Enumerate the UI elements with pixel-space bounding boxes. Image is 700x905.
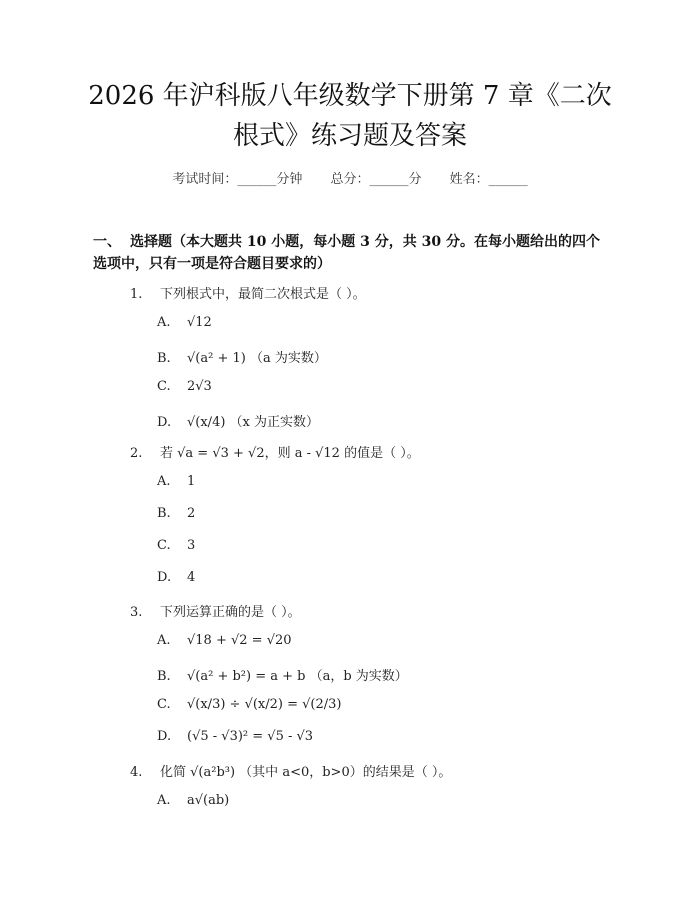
student-name-label: 姓名： <box>449 172 489 187</box>
question-2-option-a <box>157 474 195 489</box>
option-letter: A. <box>157 633 171 648</box>
option-letter: C. <box>157 379 171 394</box>
title-line-1: 2026 年沪科版八年级数学下册第 7 章《二次 <box>88 81 612 111</box>
question-3-option-a <box>157 633 292 648</box>
option-text: a√(ab) <box>187 793 230 808</box>
option-letter: C. <box>157 538 171 553</box>
option-letter: A. <box>157 793 171 808</box>
title-line-2: 根式》练习题及答案 <box>232 121 467 151</box>
option-text: √(x/3) ÷ √(x/2) = √(2/3) <box>187 697 342 712</box>
option-text: 3 <box>187 538 196 553</box>
option-text: 1 <box>187 474 196 489</box>
exam-time-blank: ______分钟 <box>237 172 303 187</box>
question-4 <box>130 761 451 780</box>
option-text: √18 + √2 = √20 <box>187 633 292 648</box>
question-1-option-a <box>157 315 212 330</box>
option-text: 4 <box>187 570 196 585</box>
total-score <box>330 168 421 187</box>
question-number: 3. <box>130 605 143 620</box>
question-1-option-d <box>157 411 319 430</box>
question-1 <box>130 283 366 302</box>
question-2-option-d <box>157 570 195 585</box>
option-letter: D. <box>157 729 172 744</box>
question-text: 下列运算正确的是（ ）。 <box>160 605 301 620</box>
option-text: √(x/4) （x 为正实数） <box>187 415 320 430</box>
option-letter: A. <box>157 315 171 330</box>
exam-time <box>172 168 302 187</box>
exam-info <box>0 168 700 187</box>
option-text: 2 <box>187 506 196 521</box>
option-text: √(a² + b²) = a + b （a，b 为实数） <box>187 669 408 684</box>
total-score-label: 总分： <box>330 172 370 187</box>
option-letter: B. <box>157 506 171 521</box>
question-number: 2. <box>130 446 143 461</box>
option-letter: D. <box>157 415 172 430</box>
option-letter: B. <box>157 669 171 684</box>
section-heading <box>93 231 613 275</box>
question-3-option-d <box>157 729 313 744</box>
question-3 <box>130 601 301 620</box>
section-number: 一、 <box>93 234 121 250</box>
document-title <box>40 76 660 156</box>
question-text: 若 √a = √3 + √2，则 a - √12 的值是（ ）。 <box>160 446 420 461</box>
question-3-option-b <box>157 665 408 684</box>
question-number: 4. <box>130 765 143 780</box>
total-score-blank: ______分 <box>369 172 422 187</box>
option-letter: D. <box>157 570 172 585</box>
student-name-blank: ______ <box>488 172 528 187</box>
question-text: 化简 √(a²b³) （其中 a<0，b>0）的结果是（ ）。 <box>160 765 452 780</box>
option-letter: A. <box>157 474 171 489</box>
option-letter: B. <box>157 351 171 366</box>
option-text: √(a² + 1) （a 为实数） <box>187 351 327 366</box>
question-2-option-c <box>157 538 195 553</box>
option-text: √12 <box>187 315 212 330</box>
student-name <box>450 168 528 187</box>
question-3-option-c <box>157 697 341 712</box>
question-text: 下列根式中，最简二次根式是（ ）。 <box>160 287 366 302</box>
question-4-option-a <box>157 793 229 808</box>
question-1-option-c <box>157 379 212 394</box>
question-2 <box>130 442 420 461</box>
option-letter: C. <box>157 697 171 712</box>
question-number: 1. <box>130 287 143 302</box>
option-text: 2√3 <box>187 379 212 394</box>
section-text: 选择题（本大题共 10 小题，每小题 3 分，共 30 分。在每小题给出的四个选项中，只有一项是符合题目要求的） <box>93 234 600 272</box>
question-1-option-b <box>157 347 327 366</box>
option-text: (√5 - √3)² = √5 - √3 <box>187 729 314 744</box>
exam-time-label: 考试时间： <box>172 172 238 187</box>
question-2-option-b <box>157 506 195 521</box>
